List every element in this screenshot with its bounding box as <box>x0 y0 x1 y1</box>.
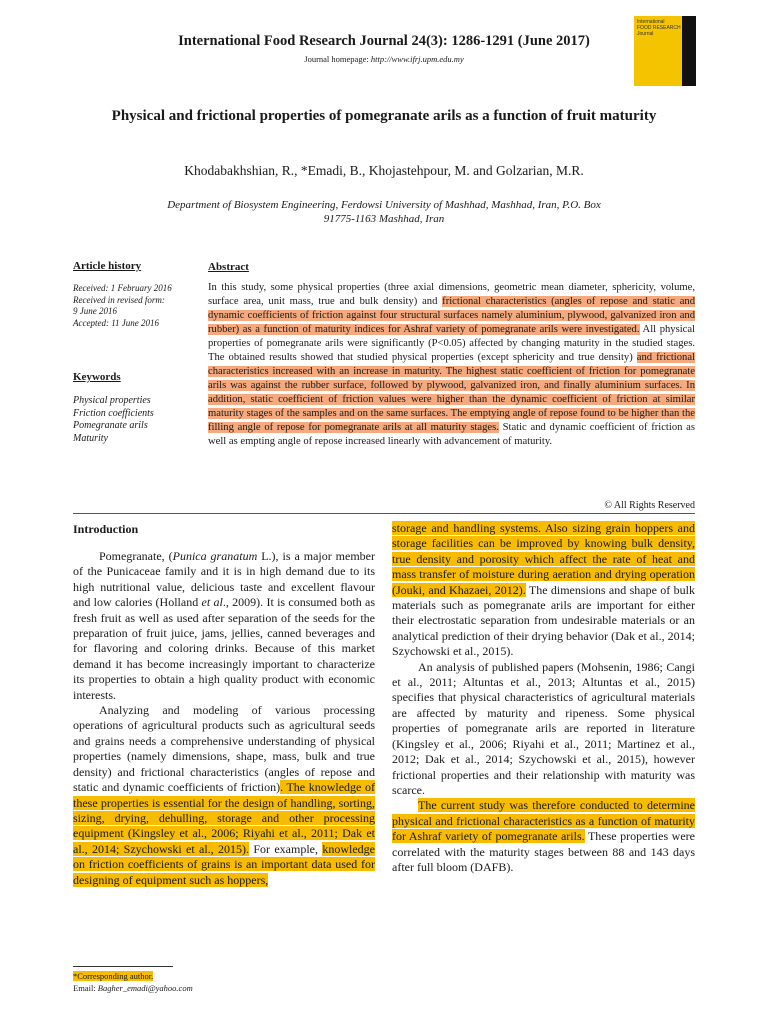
keyword-item: Pomegranate arils <box>73 420 148 431</box>
keywords-list <box>73 395 203 445</box>
affiliation-line-1: Department of Biosystem Engineering, Ferdowsi University of Mashhad, Mashhad, Iran, P.O. Box <box>167 199 601 211</box>
homepage-label: Journal homepage: <box>304 54 371 64</box>
intro-right-column <box>392 521 695 875</box>
homepage-link[interactable]: http://www.ifrj.upm.edu.my <box>370 54 464 64</box>
article-history-heading: Article history <box>73 260 142 272</box>
highlight-yellow: The current study was therefore conducted to determine physical and frictional characteristics as a function of maturity for Ashraf variety of pomegranate arils. <box>392 798 695 844</box>
divider <box>73 513 695 514</box>
text-run: For example, <box>249 841 323 856</box>
highlight-yellow: storage and handling systems. Also sizing grain hoppers and storage facilities can be improved by knowing bulk density, true density and porosity which affect the rate of heat and mass transfer of moisture during aeration and drying operation (Jouki, and Khazaei, 2012). <box>392 521 695 597</box>
logo-bar <box>682 16 696 86</box>
abstract-text <box>208 281 695 449</box>
revised-date: 9 June 2016 <box>73 306 117 316</box>
revised-label: Received in revised form: <box>73 294 165 305</box>
intro-paragraph-3 <box>392 521 695 660</box>
journal-title: International Food Research Journal 24(3): 1286-1291 (June 2017) <box>178 33 590 49</box>
received-date: Received: 1 February 2016 <box>73 283 172 293</box>
text-run: These properties were correlated with the maturity stages between 88 and 143 days after full bloom (DAFB). <box>392 829 695 874</box>
email-address[interactable]: Bagher_emadi@yahoo.com <box>97 983 193 993</box>
intro-paragraph-5 <box>392 798 695 875</box>
text-run: L.), is a major member of the Punicaceae family and it is in high demand due to its high nutritional value, delicious taste and excellent flavour and low calories (Holland <box>73 549 375 610</box>
article-history <box>73 283 203 329</box>
intro-paragraph-2 <box>73 703 375 888</box>
abstract-heading: Abstract <box>208 261 249 273</box>
intro-paragraph-1 <box>73 549 375 703</box>
highlight-yellow: knowledge on friction coefficients of grains is an important data used for designing of equipment such as hoppers, <box>73 841 375 887</box>
footnote-divider <box>73 966 173 967</box>
text-run: Pomegranate, ( <box>99 549 173 563</box>
email-label: Email: <box>73 983 98 993</box>
text-run: Analyzing and modeling of various processing operations of agricultural products such as agricultural seeds and grains needs a comprehensive understanding of physical properties (namely dimensions, shape, mass, bulk and true density) and frictional characteristics (angles of repose and static and dynamic coefficients of friction) <box>73 703 375 795</box>
journal-logo <box>634 16 696 86</box>
intro-paragraph-4: An analysis of published papers (Mohsenin, 1986; Cangi et al., 2011; Altuntas et al., 2013; Altuntas et al., 2015) specifies that physical characteristics of agricultural materials are affected by maturity and ripeness. Some physical properties of pomegranate arils are reported in literature (Kingsley et al., 2006; Riyahi et al., 2011; Martinez et al., 2012; Dak et al., 2014; Szychowski et al., 2015), however frictional properties and their relationship with maturity was scarce. <box>392 659 695 797</box>
paper-title: Physical and frictional properties of pomegranate arils as a function of fruit maturity <box>111 108 657 124</box>
abstract-part-2: All physical properties of pomegranate arils were significantly (P<0.05) affected by changing maturity in the studied stages. The obtained results showed that studied physical properties (except sphericity and true density) <box>208 324 695 363</box>
keyword-item: Physical properties <box>73 395 151 406</box>
affiliation <box>0 198 768 226</box>
introduction-heading: Introduction <box>73 522 139 536</box>
keyword-item: Maturity <box>73 432 108 444</box>
authors: Khodabakhshian, R., *Emadi, B., Khojastehpour, M. and Golzarian, M.R. <box>184 163 584 178</box>
abstract-part-3: Static and dynamic coefficient of friction as well as empting angle of repose increased linearly with advancement of maturity. <box>208 422 695 447</box>
highlight-yellow: . The knowledge of these properties is essential for the design of handling, sorting, sizing, drying, dehulling, storage and other processing equipment (Kingsley et al., 2006; Riyahi et al., 2011; Dak et al., 2014; Szychowski et al., 2015). <box>73 780 375 856</box>
corresponding-author-label: *Corresponding author. <box>73 971 154 981</box>
abstract-part-1: In this study, some physical properties (three axial dimensions, geometric mean diameter, sphericity, volume, surface area, unit mass, true and bulk density) and <box>208 282 695 307</box>
copyright-notice: © All Rights Reserved <box>604 500 695 511</box>
keyword-item: Friction coefficients <box>73 407 154 419</box>
accepted-date: Accepted: 11 June 2016 <box>73 317 160 328</box>
footnote <box>73 970 193 994</box>
text-run: The dimensions and shape of bulk materials such as pomegranate arils are important for either their electrostatic separation from undesirable materials or an analytical prediction of their drying behavior (Dak et al., 2014; Szychowski et al., 2015). <box>392 582 695 659</box>
text-run-italic: et al <box>201 595 223 610</box>
text-run: ., 2009). It is consumed both as fresh fruit as well as used after separation of the seeds for the preparation of fruit juice, jams, jellies, canned beverages and for flavoring and coloring drinks. Because of this market demand it has become increasingly important to characterize its properties to obtain a high quality product with economic interests. <box>73 595 376 702</box>
keywords-heading: Keywords <box>73 371 121 383</box>
abstract-highlight-2: and frictional characteristics increased with an increase in maturity. The highest static coefficient of friction for pomegranate arils was against the rubber surface, followed by plywood, galvanized iron, and finally aluminium surfaces. In addition, static coefficient of friction values were higher than the dynamic coefficient of friction at similar maturity stages of the samples and on the same surfaces. The emptying angle of repose found to be higher than the filling angle of repose for pomegranate arils at all maturity stages. <box>208 352 695 433</box>
species-name: Punica granatum <box>172 549 258 563</box>
affiliation-line-2: 91775-1163 Mashhad, Iran <box>323 213 445 225</box>
intro-left-column <box>73 549 375 888</box>
logo-text: International FOOD RESEARCH Journal <box>637 19 681 37</box>
abstract-highlight-1: frictional characteristics (angles of repose and static and dynamic coefficients of friction against four structural surfaces namely aluminium, plywood, galvanized iron and rubber) as a function of maturity indices for Ashraf variety of pomegranate arils were investigated. <box>208 296 696 335</box>
